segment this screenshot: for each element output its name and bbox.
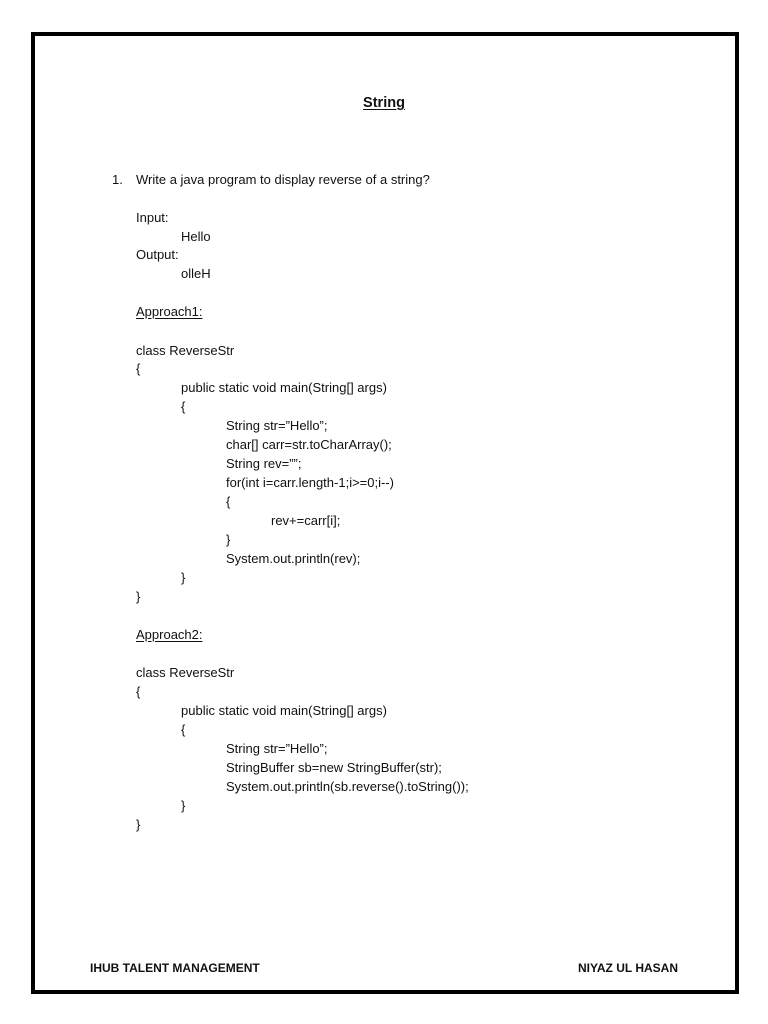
code-line: String str=”Hello”; xyxy=(226,741,328,756)
code-line: public static void main(String[] args) xyxy=(181,703,387,718)
code-line: } xyxy=(136,817,141,832)
code-line: for(int i=carr.length-1;i>=0;i--) xyxy=(226,475,394,490)
footer-organization: IHUB TALENT MANAGEMENT xyxy=(90,961,260,975)
code-line: } xyxy=(181,570,186,585)
page-title: String xyxy=(363,95,405,111)
code-line: { xyxy=(181,399,186,414)
code-line: System.out.println(rev); xyxy=(226,551,361,566)
code-line: public static void main(String[] args) xyxy=(181,380,387,395)
code-line: String str=”Hello”; xyxy=(226,418,328,433)
code-line: rev+=carr[i]; xyxy=(271,513,341,528)
code-line: { xyxy=(136,684,141,699)
code-line: StringBuffer sb=new StringBuffer(str); xyxy=(226,760,442,775)
code-line: } xyxy=(226,532,231,547)
code-line: System.out.println(sb.reverse().toString()); xyxy=(226,779,469,794)
approach2-heading: Approach2: xyxy=(136,627,203,642)
code-line: { xyxy=(136,361,141,376)
code-line: { xyxy=(181,722,186,737)
input-label: Input: xyxy=(136,210,169,225)
output-value: olleH xyxy=(181,266,211,281)
code-line: } xyxy=(136,589,141,604)
output-label: Output: xyxy=(136,247,179,262)
code-line: class ReverseStr xyxy=(136,665,235,680)
approach1-heading: Approach1: xyxy=(136,304,203,319)
footer-author: NIYAZ UL HASAN xyxy=(577,961,678,975)
code-line: } xyxy=(181,798,186,813)
question-number: 1. xyxy=(112,172,123,187)
question-text: Write a java program to display reverse of a string? xyxy=(136,172,430,187)
code-line: class ReverseStr xyxy=(136,343,235,358)
code-line: char[] carr=str.toCharArray(); xyxy=(226,437,392,452)
code-line: { xyxy=(226,494,231,509)
input-value: Hello xyxy=(181,229,211,244)
code-line: String rev=””; xyxy=(226,456,302,471)
